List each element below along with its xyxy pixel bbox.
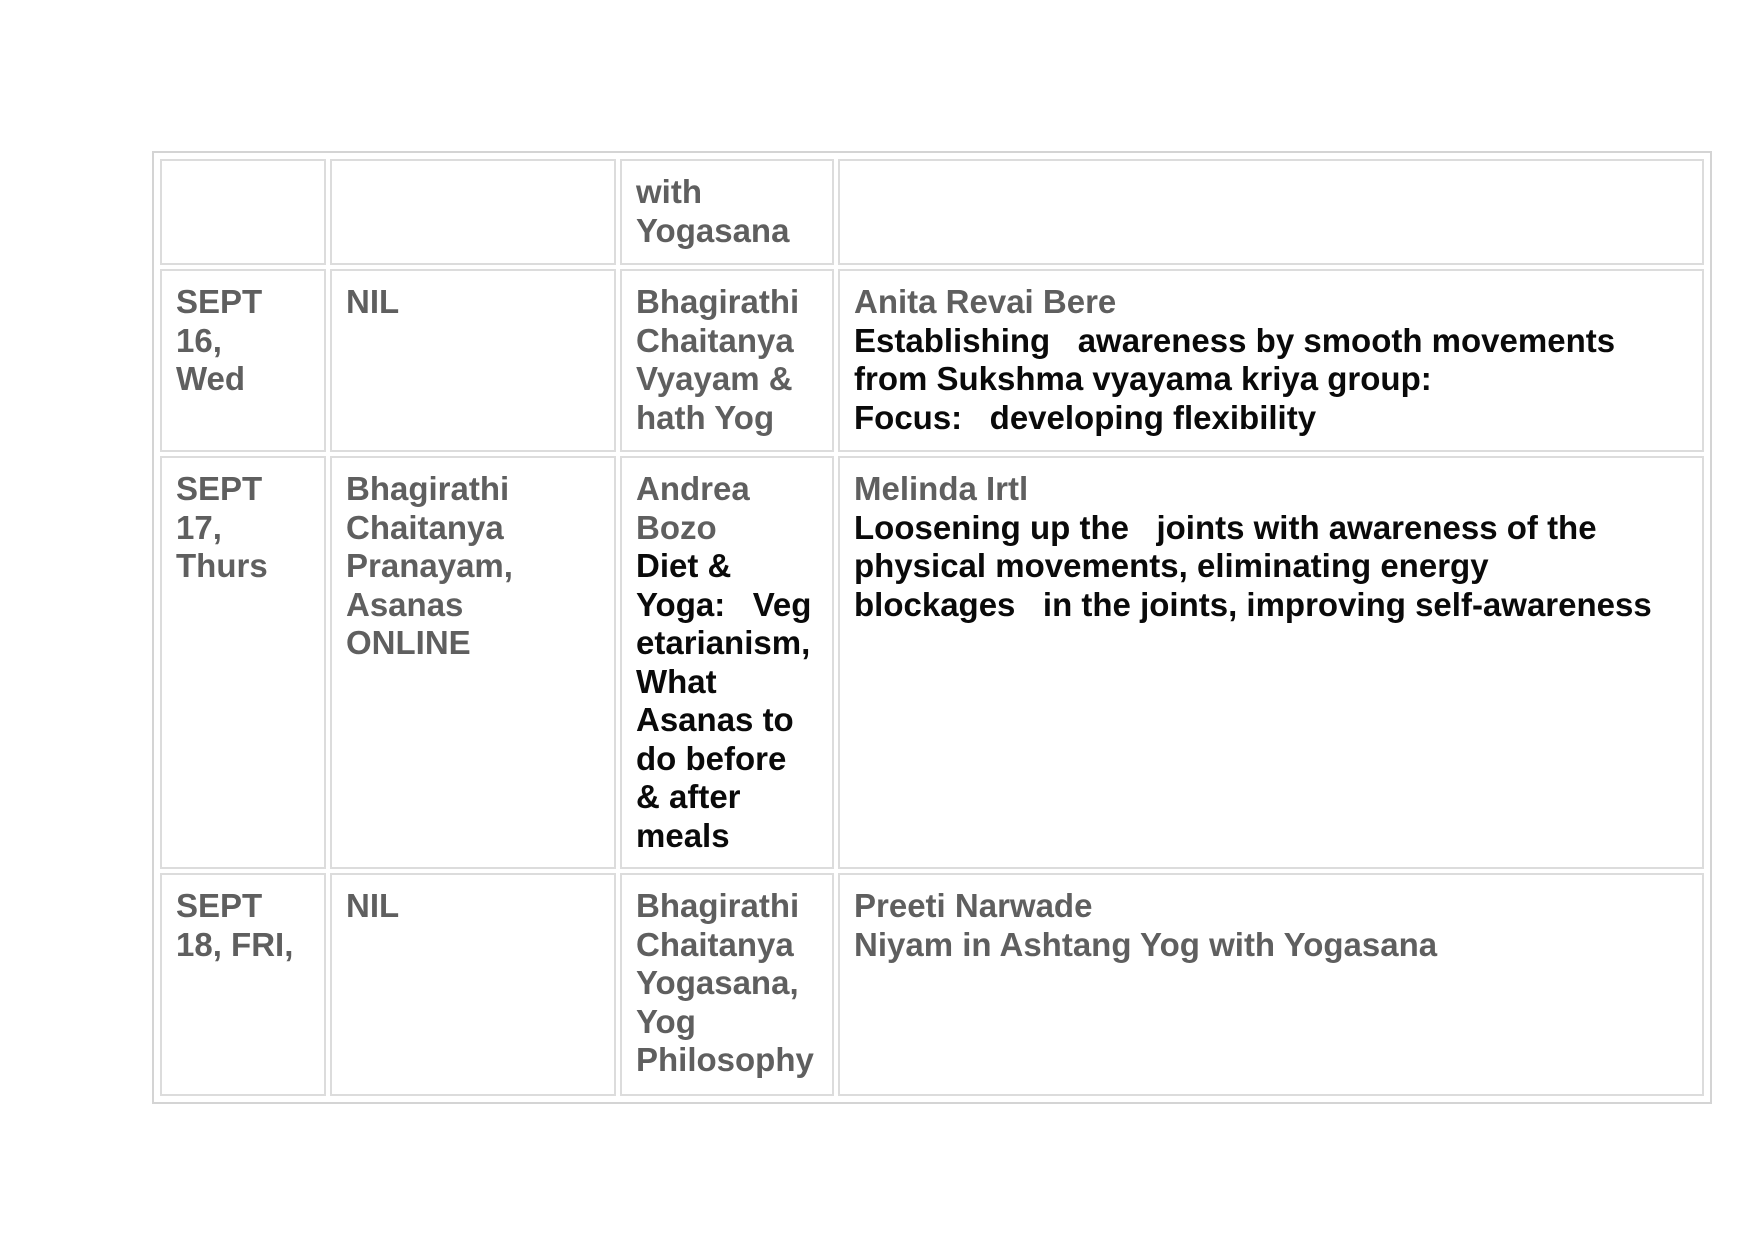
session-text: hath Yog <box>636 398 775 436</box>
date-text: 18, FRI, <box>176 925 294 963</box>
morning-session-cell <box>330 159 616 265</box>
evening-session-cell <box>838 159 1704 265</box>
teacher-name: Bozo <box>636 508 717 546</box>
session-text: Yogasana <box>636 211 790 249</box>
date-text: SEPT <box>176 283 263 320</box>
table-row <box>160 269 1704 452</box>
session-text: Philosophy <box>636 1041 814 1078</box>
session-text: Bhagirathi <box>636 887 800 924</box>
session-description: What <box>636 662 717 700</box>
session-text: Yogasana, <box>636 964 799 1001</box>
date-text: 17, <box>176 508 222 546</box>
session-text: Asanas <box>346 585 464 623</box>
teacher-name: Anita Revai Bere <box>854 283 1117 320</box>
session-description: Diet & <box>636 547 732 584</box>
session-description: Niyam in Ashtang Yog with Yogasana <box>854 925 1438 963</box>
teacher-name: Melinda Irtl <box>854 470 1029 507</box>
date-cell <box>160 456 326 869</box>
session-text: ONLINE <box>346 624 471 661</box>
evening-session-cell <box>838 456 1704 869</box>
evening-session-cell <box>838 269 1704 452</box>
teacher-name: Andrea <box>636 470 750 507</box>
date-cell <box>160 873 326 1096</box>
session-text: Chaitanya <box>346 508 504 546</box>
session-text: NIL <box>346 283 400 320</box>
morning-session-cell <box>330 456 616 869</box>
midday-session-cell <box>620 159 834 265</box>
session-description: do before <box>636 739 787 777</box>
session-description: Yoga: Veg <box>636 585 812 623</box>
session-text: Vyayam & <box>636 360 793 397</box>
session-description: Loosening up the joints with awareness of the <box>854 508 1597 546</box>
date-text: Thurs <box>176 547 268 584</box>
date-cell <box>160 269 326 452</box>
teacher-name: Preeti Narwade <box>854 887 1093 924</box>
session-description: Asanas to <box>636 701 794 738</box>
date-text: 16, <box>176 321 222 359</box>
session-text: Chaitanya <box>636 321 794 359</box>
schedule-table <box>156 155 1708 1100</box>
session-text: Bhagirathi <box>346 470 510 507</box>
session-text: Yog <box>636 1002 696 1040</box>
session-description: blockages in the joints, improving self-awareness <box>854 585 1652 623</box>
session-text: Chaitanya <box>636 925 794 963</box>
midday-session-cell <box>620 456 834 869</box>
morning-session-cell <box>330 269 616 452</box>
date-cell <box>160 159 326 265</box>
table-row <box>160 456 1704 869</box>
morning-session-cell <box>330 873 616 1096</box>
table-row <box>160 159 1704 265</box>
table-row <box>160 873 1704 1096</box>
midday-session-cell <box>620 269 834 452</box>
session-text: Bhagirathi <box>636 283 800 320</box>
date-text: Wed <box>176 360 246 397</box>
session-description: physical movements, eliminating energy <box>854 547 1489 584</box>
date-text: SEPT <box>176 887 263 924</box>
session-description: Establishing awareness by smooth movements <box>854 321 1616 359</box>
midday-session-cell <box>620 873 834 1096</box>
schedule-table-frame <box>152 151 1712 1104</box>
session-description: from Sukshma vyayama kriya group: <box>854 360 1432 397</box>
session-description: etarianism, <box>636 624 811 661</box>
evening-session-cell <box>838 873 1704 1096</box>
session-text: with <box>636 173 702 210</box>
session-text: NIL <box>346 887 400 924</box>
session-description: Focus: developing flexibility <box>854 398 1317 436</box>
session-description: meals <box>636 816 730 854</box>
session-description: & after <box>636 778 741 815</box>
date-text: SEPT <box>176 470 263 507</box>
session-text: Pranayam, <box>346 547 513 584</box>
